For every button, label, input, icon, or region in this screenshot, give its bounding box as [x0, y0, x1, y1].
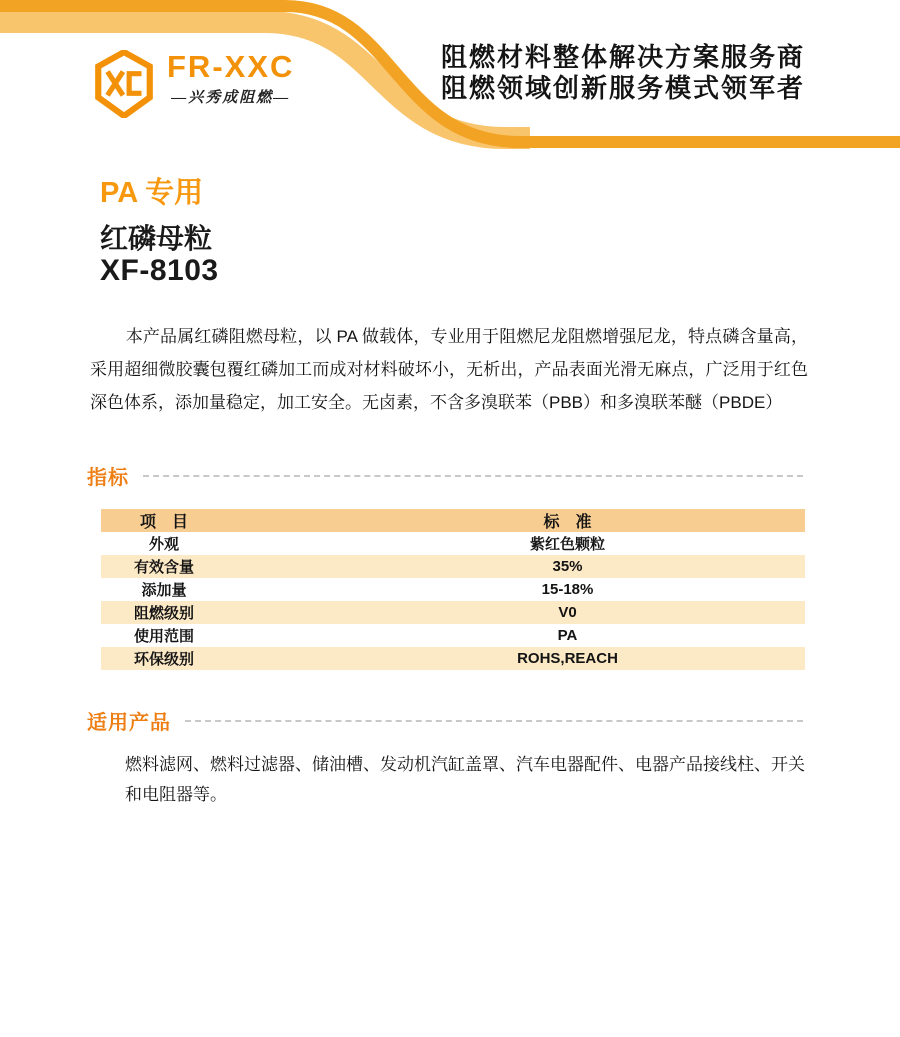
- row-value: ROHS,REACH: [517, 650, 618, 667]
- table-header-row: [101, 509, 805, 532]
- row-value: 35%: [552, 558, 583, 575]
- row-item: 添加量: [141, 582, 187, 599]
- row-value: V0: [558, 604, 577, 621]
- applications-content: 燃料滤网、燃料过滤器、储油槽、发动机汽缸盖罩、汽车电器配件、电器产品接线柱、开关和电阻器等。: [125, 755, 805, 804]
- table-row: [101, 601, 805, 624]
- row-value: PA: [557, 627, 578, 644]
- spec-table: [101, 509, 805, 670]
- table-row: [101, 624, 805, 647]
- row-item: 环保级别: [133, 651, 194, 668]
- table-row: [101, 578, 805, 601]
- specs-section-title: 指标: [87, 467, 129, 489]
- applications-dashed-divider: [185, 720, 803, 722]
- row-item: 外观: [148, 536, 179, 553]
- row-value: 紫红色颗粒: [529, 536, 605, 553]
- slogan-line-2: 阻燃领域创新服务模式领军者: [440, 73, 805, 103]
- row-item: 阻燃级别: [133, 605, 194, 622]
- company-slogan: [441, 42, 805, 104]
- product-category: PA 专用: [100, 177, 204, 209]
- table-row: [101, 647, 805, 670]
- row-item: 使用范围: [133, 628, 194, 645]
- brand-logo: [95, 50, 294, 118]
- logo-wordmark: FR-XXC: [167, 49, 295, 84]
- applications-section-header: [87, 706, 803, 735]
- logo-tagline: —兴秀成阻燃—: [171, 90, 291, 106]
- product-name: 红磷母粒: [100, 223, 213, 254]
- table-row: [101, 555, 805, 578]
- table-header-value: 标 准: [543, 514, 592, 531]
- specs-dashed-divider: [143, 475, 803, 477]
- row-value: 15-18%: [541, 581, 594, 598]
- applications-section-title: 适用产品: [87, 712, 171, 734]
- specs-section-header: [87, 461, 803, 490]
- slogan-line-1: 阻燃材料整体解决方案服务商: [440, 42, 805, 72]
- logo-text-block: [167, 50, 294, 107]
- row-item: 有效含量: [133, 559, 194, 576]
- product-description: 本产品属红磷阻燃母粒，以 PA 做载体，专业用于阻燃尼龙阻燃增强尼龙，特点磷含量高，采用超细微胶囊包覆红磷加工而成对材料破坏小，无析出，产品表面光滑无麻点，广泛用于红色深色体系，添加量稳定，加工安全。无卤素，不含多溴联苯（PBB）和多溴联苯醚（PBDE）: [90, 327, 808, 412]
- table-row: [101, 532, 805, 555]
- logo-emblem-icon: [95, 50, 153, 118]
- table-header-item: 项 目: [139, 514, 188, 531]
- product-model: XF-8103: [100, 254, 219, 287]
